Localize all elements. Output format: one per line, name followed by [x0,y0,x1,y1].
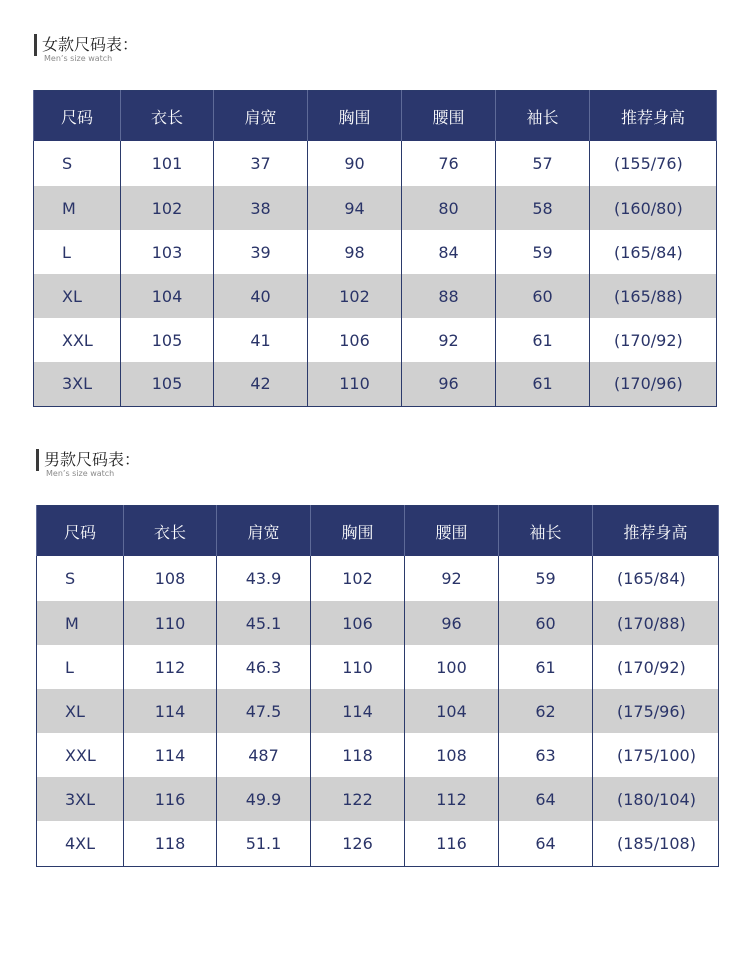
cell-size: XXL [37,733,124,777]
cell-shoulder: 42 [214,362,308,406]
cell-shoulder: 45.1 [217,601,311,645]
women-size-table [33,90,717,407]
table-row [34,362,717,406]
cell-sleeve: 62 [499,689,593,733]
cell-size: L [34,230,121,274]
cell-chest: 106 [311,601,405,645]
header-shoulder: 肩宽 [214,91,308,142]
cell-waist: 80 [402,186,496,230]
title-marker-bar [34,34,37,56]
cell-shoulder: 49.9 [217,777,311,821]
cell-shoulder: 38 [214,186,308,230]
cell-recommended-height: (165/88) [590,274,717,318]
men-subtitle: Men’s size watch [46,469,115,478]
men-title: 男款尺码表： [44,450,141,469]
cell-size: XXL [34,318,121,362]
cell-recommended-height: (170/96) [590,362,717,406]
cell-sleeve: 61 [496,318,590,362]
cell-recommended-height: (155/76) [590,141,717,186]
header-shoulder: 肩宽 [217,506,311,557]
table-row [34,274,717,318]
cell-recommended-height: (160/80) [590,186,717,230]
cell-sleeve: 58 [496,186,590,230]
women-title: 女款尺码表： [42,35,139,54]
cell-waist: 92 [405,556,499,601]
cell-size: M [37,601,124,645]
cell-recommended-height: (180/104) [593,777,719,821]
header-size: 尺码 [37,506,124,557]
table-row [37,777,719,821]
cell-waist: 116 [405,821,499,866]
cell-size: S [37,556,124,601]
cell-chest: 106 [308,318,402,362]
cell-size: 3XL [34,362,121,406]
cell-length: 112 [124,645,217,689]
cell-shoulder: 487 [217,733,311,777]
cell-chest: 94 [308,186,402,230]
table-row [37,821,719,866]
header-recommended-height: 推荐身高 [590,91,717,142]
header-sleeve: 袖长 [496,91,590,142]
cell-recommended-height: (175/96) [593,689,719,733]
header-length: 衣长 [124,506,217,557]
cell-recommended-height: (175/100) [593,733,719,777]
cell-length: 105 [121,362,214,406]
cell-chest: 98 [308,230,402,274]
cell-shoulder: 40 [214,274,308,318]
cell-sleeve: 61 [499,645,593,689]
cell-sleeve: 59 [499,556,593,601]
cell-shoulder: 51.1 [217,821,311,866]
cell-waist: 92 [402,318,496,362]
header-chest: 胸围 [311,506,405,557]
table-row [37,733,719,777]
cell-shoulder: 47.5 [217,689,311,733]
cell-length: 104 [121,274,214,318]
title-marker-bar [36,449,39,471]
header-waist: 腰围 [402,91,496,142]
header-chest: 胸围 [308,91,402,142]
table-header-row [34,91,717,142]
cell-length: 108 [124,556,217,601]
cell-chest: 114 [311,689,405,733]
cell-waist: 100 [405,645,499,689]
cell-size: XL [34,274,121,318]
cell-chest: 102 [308,274,402,318]
cell-chest: 102 [311,556,405,601]
cell-length: 114 [124,733,217,777]
cell-sleeve: 64 [499,777,593,821]
cell-chest: 122 [311,777,405,821]
header-waist: 腰围 [405,506,499,557]
cell-shoulder: 46.3 [217,645,311,689]
table-header-row [37,506,719,557]
cell-waist: 96 [402,362,496,406]
cell-waist: 88 [402,274,496,318]
cell-waist: 84 [402,230,496,274]
women-subtitle: Men’s size watch [44,54,113,63]
table-row [37,601,719,645]
cell-shoulder: 37 [214,141,308,186]
men-size-table [36,505,719,867]
cell-sleeve: 63 [499,733,593,777]
cell-chest: 118 [311,733,405,777]
cell-length: 103 [121,230,214,274]
cell-recommended-height: (170/88) [593,601,719,645]
cell-sleeve: 64 [499,821,593,866]
cell-length: 116 [124,777,217,821]
cell-length: 118 [124,821,217,866]
cell-waist: 112 [405,777,499,821]
cell-shoulder: 39 [214,230,308,274]
cell-waist: 76 [402,141,496,186]
cell-recommended-height: (165/84) [593,556,719,601]
cell-recommended-height: (170/92) [590,318,717,362]
cell-chest: 126 [311,821,405,866]
header-sleeve: 袖长 [499,506,593,557]
cell-shoulder: 43.9 [217,556,311,601]
header-size: 尺码 [34,91,121,142]
cell-chest: 110 [308,362,402,406]
table-row [34,141,717,186]
cell-waist: 104 [405,689,499,733]
cell-length: 114 [124,689,217,733]
header-length: 衣长 [121,91,214,142]
table-row [37,689,719,733]
cell-waist: 96 [405,601,499,645]
table-row [37,556,719,601]
header-recommended-height: 推荐身高 [593,506,719,557]
cell-sleeve: 61 [496,362,590,406]
cell-waist: 108 [405,733,499,777]
cell-length: 101 [121,141,214,186]
cell-size: 3XL [37,777,124,821]
cell-length: 102 [121,186,214,230]
cell-recommended-height: (165/84) [590,230,717,274]
cell-chest: 90 [308,141,402,186]
table-row [37,645,719,689]
cell-length: 105 [121,318,214,362]
cell-sleeve: 60 [499,601,593,645]
cell-size: M [34,186,121,230]
table-row [34,318,717,362]
cell-recommended-height: (185/108) [593,821,719,866]
cell-recommended-height: (170/92) [593,645,719,689]
cell-length: 110 [124,601,217,645]
cell-size: L [37,645,124,689]
cell-shoulder: 41 [214,318,308,362]
cell-chest: 110 [311,645,405,689]
cell-sleeve: 57 [496,141,590,186]
table-row [34,230,717,274]
cell-sleeve: 60 [496,274,590,318]
cell-size: 4XL [37,821,124,866]
cell-size: XL [37,689,124,733]
cell-sleeve: 59 [496,230,590,274]
cell-size: S [34,141,121,186]
table-row [34,186,717,230]
